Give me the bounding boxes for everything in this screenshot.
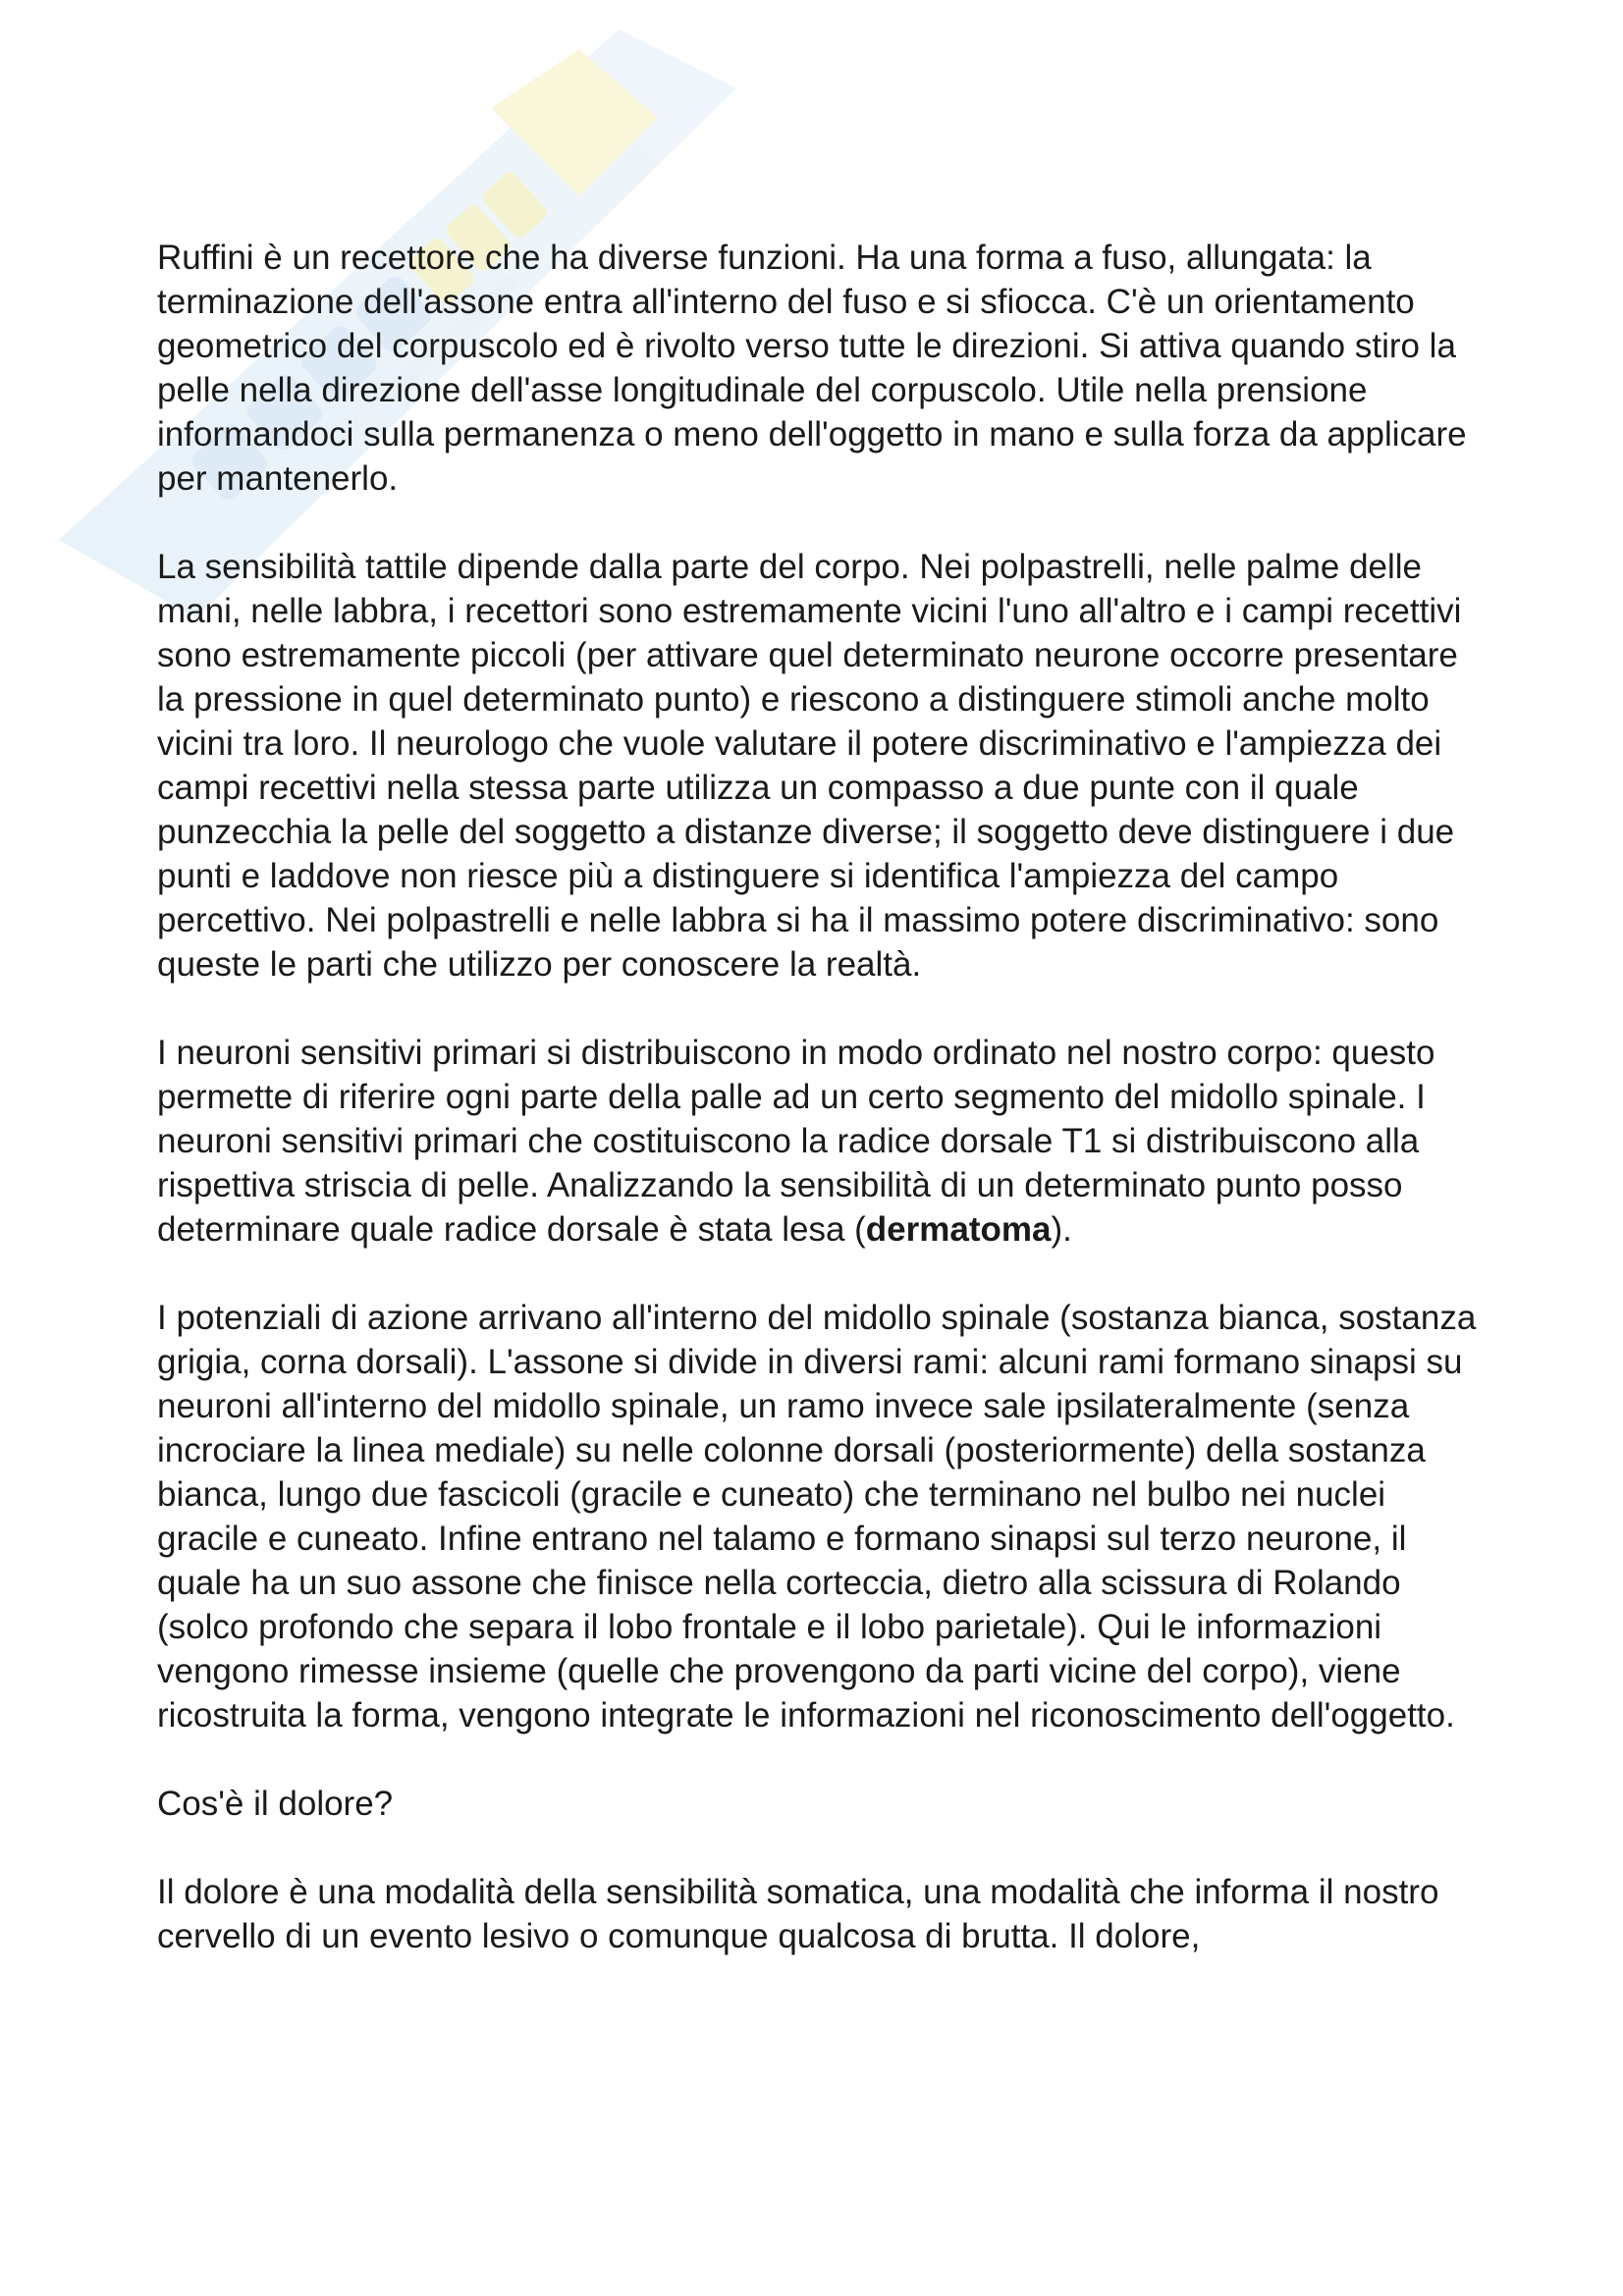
paragraph-text: ). xyxy=(1051,1210,1072,1249)
paragraph-text: I neuroni sensitivi primari si distribuiscono in modo ordinato nel nostro corpo: questo permette di riferire ogni parte della palle ad un certo segmento del midollo spinale. I neuroni sensitivi primari che costituiscono la radice dorsale T1 si distribuiscono alla rispettiva striscia di pelle. Analizzando la sensibilità di un determinato punto posso determinare quale radice dorsale è stata lesa ( xyxy=(157,1034,1435,1249)
paragraph-neuroni-sensitivi xyxy=(157,1031,1492,1252)
document-body xyxy=(157,236,1492,2002)
section-question: Cos'è il dolore? xyxy=(157,1785,394,1823)
paragraph-ruffini: Ruffini è un recettore che ha diverse funzioni. Ha una forma a fuso, allungata: la terminazione dell'assone entra all'interno del fuso e si sfiocca. C'è un orientamento geometrico del corpuscolo ed è rivolto verso tutte le direzioni. Si attiva quando stiro la pelle nella direzione dell'asse longitudinale del corpuscolo. Utile nella prensione informandoci sulla permanenza o meno dell'oggetto in mano e sulla forza da applicare per mantenerlo. xyxy=(157,239,1467,498)
paragraph-potenziali-azione: I potenziali di azione arrivano all'interno del midollo spinale (sostanza bianca, sostanza grigia, corna dorsali). L'assone si divide in diversi rami: alcuni rami formano sinapsi su neuroni all'interno del midollo spinale, un ramo invece sale ipsilateralmente (senza incrociare la linea mediale) su nelle colonne dorsali (posteriormente) della sostanza bianca, lungo due fascicoli (gracile e cuneato) che terminano nel bulbo nei nuclei gracile e cuneato. Infine entrano nel talamo e formano sinapsi sul terzo neurone, il quale ha un suo assone che finisce nella corteccia, dietro alla scissura di Rolando (solco profondo che separa il lobo frontale e il lobo parietale). Qui le informazioni vengono rimesse insieme (quelle che provengono da parti vicine del corpo), viene ricostruita la forma, vengono integrate le informazioni nel riconoscimento dell'oggetto. xyxy=(157,1299,1477,1735)
bold-term-dermatoma: dermatoma xyxy=(865,1210,1052,1249)
paragraph-dolore: Il dolore è una modalità della sensibilità somatica, una modalità che informa il nostro cervello di un evento lesivo o comunque qualcosa di brutta. Il dolore, xyxy=(157,1873,1439,1955)
paragraph-sensibilita-tattile: La sensibilità tattile dipende dalla parte del corpo. Nei polpastrelli, nelle palme delle mani, nelle labbra, i recettori sono estremamente vicini l'uno all'altro e i campi recettivi sono estremamente piccoli (per attivare quel determinato neurone occorre presentare la pressione in quel determinato punto) e riescono a distinguere stimoli anche molto vicini tra loro. Il neurologo che vuole valutare il potere discriminativo e l'ampiezza dei campi recettivi nella stessa parte utilizza un compasso a due punte con il quale punzecchia la pelle del soggetto a distanze diverse; il soggetto deve distinguere i due punti e laddove non riesce più a distinguere si identifica l'ampiezza del campo percettivo. Nei polpastrelli e nelle labbra si ha il massimo potere discriminativo: sono queste le parti che utilizzo per conoscere la realtà. xyxy=(157,548,1462,984)
